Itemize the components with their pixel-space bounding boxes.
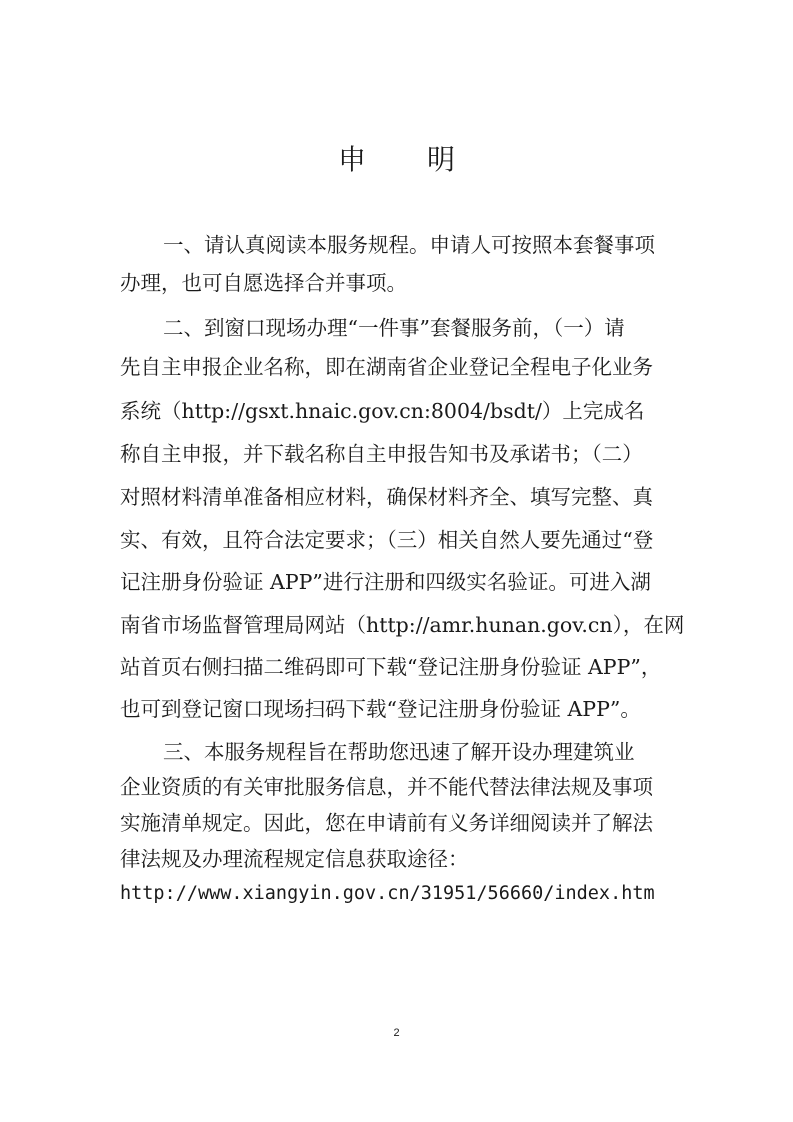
paragraph-3-line-4: 律法规及办理流程规定信息获取途径： [120, 847, 469, 871]
page-title: 申 明 [338, 143, 481, 176]
paragraph-3-line-1: 三、本服务规程旨在帮助您迅速了解开设办理建筑业 [163, 740, 635, 764]
paragraph-2-line-7: 记注册身份验证 APP”进行注册和四级实名验证。可进入湖 [120, 570, 651, 594]
paragraph-2-line-9: 站首页右侧扫描二维码即可下载“登记注册身份验证 APP”， [120, 655, 662, 679]
paragraph-2-line-8: 南省市场监督管理局网站（http://amr.hunan.gov.cn），在网 [120, 613, 685, 637]
paragraph-2-line-5: 对照材料清单准备相应材料，确保材料齐全、填写完整、真 [120, 485, 653, 509]
paragraph-3-line-2: 企业资质的有关审批服务信息，并不能代替法律法规及事项 [120, 775, 653, 799]
paragraph-1-line-1: 一、请认真阅读本服务规程。申请人可按照本套餐事项 [163, 233, 655, 257]
info-url-link[interactable]: http://www.xiangyin.gov.cn/31951/56660/index.htm [120, 883, 655, 904]
paragraph-2-line-1: 二、到窗口现场办理“一件事”套餐服务前，（一）请 [163, 316, 625, 340]
page-number: 2 [393, 1027, 400, 1039]
paragraph-3-line-3: 实施清单规定。因此，您在申请前有义务详细阅读并了解法 [120, 811, 653, 835]
paragraph-2-line-10: 也可到登记窗口现场扫码下载“登记注册身份验证 APP”。 [120, 697, 641, 721]
paragraph-2-line-4: 称自主申报，并下载名称自主申报告知书及承诺书；（二） [120, 442, 643, 466]
paragraph-1-line-2: 办理，也可自愿选择合并事项。 [120, 271, 407, 295]
paragraph-2-line-6: 实、有效，且符合法定要求；（三）相关自然人要先通过“登 [120, 528, 654, 552]
paragraph-2-line-2: 先自主申报企业名称，即在湖南省企业登记全程电子化业务 [120, 355, 653, 379]
paragraph-2-line-3: 系统（http://gsxt.hnaic.gov.cn:8004/bsdt/）上完成名 [120, 399, 645, 423]
